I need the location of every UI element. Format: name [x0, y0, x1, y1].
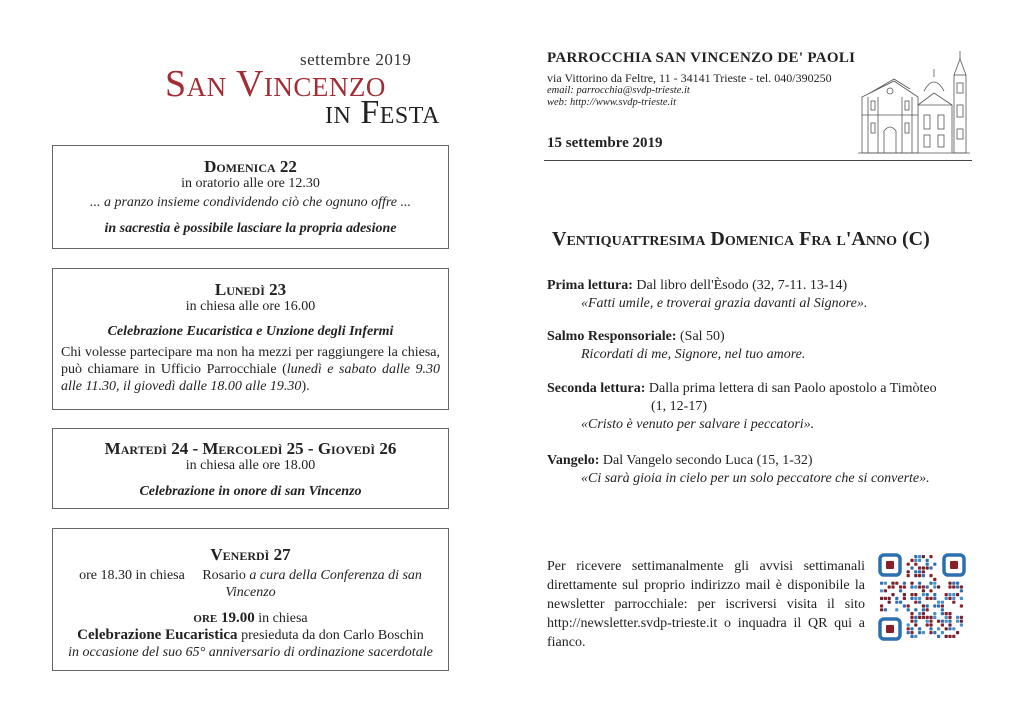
church-drawing-icon — [858, 45, 972, 157]
bulletin-date: 15 settembre 2019 — [547, 135, 663, 151]
event-rosary-by: a cura della Conferenza di san Vincenzo — [225, 568, 422, 600]
event-box-monday — [52, 268, 449, 410]
event-rosary: Rosario — [202, 568, 246, 583]
event-day: Martedì 24 - Mercoledì 25 - Giovedì 26 — [104, 439, 397, 458]
event-day: Venerdì 27 — [210, 545, 291, 564]
reading-label: Seconda lettura: — [547, 381, 646, 396]
parish-web: web: http://www.svdp-trieste.it — [547, 97, 677, 108]
event-place-time: in oratorio alle ore 12.30 — [181, 176, 320, 191]
parish-email: email: parrocchia@svdp-trieste.it — [547, 85, 690, 96]
reading-ref: (Sal 50) — [676, 329, 725, 344]
event-mass-place: in chiesa — [258, 611, 308, 626]
event-mass-line — [53, 627, 448, 644]
reading-quote: «Fatti umile, e troverai grazia davanti al Signore». — [581, 296, 868, 311]
reading-ref: Dalla prima lettera di san Paolo apostolo a Timòteo — [645, 381, 937, 396]
reading-ref: Dal Vangelo secondo Luca (15, 1-32) — [599, 453, 813, 468]
festival-title-line1: San Vincenzo — [165, 63, 386, 105]
event-box-sunday — [52, 145, 449, 249]
event-place-time: in chiesa alle ore 18.00 — [185, 458, 316, 473]
event-mass-time — [53, 610, 448, 627]
event-description: Celebrazione Eucaristica e Unzione degli Infermi — [107, 324, 394, 339]
event-note-end: ). — [301, 379, 310, 394]
event-day: Lunedì 23 — [214, 280, 287, 299]
event-place-time: in chiesa alle ore 16.00 — [185, 299, 316, 314]
parish-address: via Vittorino da Feltre, 11 - 34141 Trieste - tel. 040/390250 — [547, 71, 832, 85]
psalm — [547, 328, 975, 364]
qr-code-icon[interactable] — [878, 553, 966, 641]
event-mass: Celebrazione Eucaristica — [77, 627, 238, 643]
event-note-hours: lunedì e sabato dalle 9.30 alle 11.30, il giovedì dalle 18.00 alle 19.30 — [61, 362, 440, 394]
reading-ref: Dal libro dell'Èsodo (32, 7-11. 13-14) — [632, 278, 848, 293]
event-mass-hour: ore 19.00 — [193, 610, 255, 626]
festival-date: settembre 2019 — [300, 50, 412, 69]
event-description: Celebrazione in onore di san Vincenzo — [139, 484, 362, 499]
event-mass-by: presieduta da don Carlo Boschin — [241, 628, 424, 643]
reading-label: Vangelo: — [547, 453, 600, 468]
reading-quote: «Ci sarà gioia in cielo per un solo peccatore che si converte». — [581, 471, 930, 486]
reading-quote: «Cristo è venuto per salvare i peccatori». — [581, 417, 815, 432]
event-description: ... a pranzo insieme condividendo ciò che ognuno offre ... — [89, 195, 412, 210]
event-note-text: Chi volesse partecipare ma non ha mezzi per raggiungere la chiesa, può chiamare in Ufficio Parrocchiale ( — [61, 345, 440, 377]
reading-label: Salmo Responsoriale: — [547, 329, 677, 344]
parish-name: PARROCCHIA SAN VINCENZO DE' PAOLI — [547, 50, 856, 66]
event-box-tue-thu — [52, 428, 449, 509]
reading-quote: Ricordati di me, Signore, nel tuo amore. — [581, 347, 806, 362]
event-box-friday — [52, 528, 449, 671]
event-occasion: in occasione del suo 65° anniversario di ordinazione sacerdotale — [68, 645, 433, 660]
reading-label: Prima lettura: — [547, 278, 633, 293]
newsletter-info: Per ricevere settimanalmente gli avvisi settimanali direttamente sul proprio indirizzo mail è disponibile la newsletter parrocchiale: per iscriversi visita il sito http://newsletter.svdp-trieste.it o inquadra il QR qui a fianco. — [547, 559, 865, 650]
first-reading — [547, 277, 975, 313]
event-day: Domenica 22 — [204, 157, 297, 176]
sunday-title: Ventiquattresima Domenica Fra l'Anno (C) — [552, 228, 930, 250]
second-reading — [547, 380, 975, 434]
divider — [544, 160, 972, 161]
gospel — [547, 452, 975, 488]
event-note — [53, 344, 448, 395]
event-signup-note: in sacrestia è possibile lasciare la propria adesione — [104, 221, 397, 236]
event-rosary-line — [53, 567, 448, 601]
reading-ref-cont: (1, 12-17) — [651, 399, 707, 414]
festival-title-line2: in Festa — [325, 94, 440, 131]
event-rosary-time: ore 18.30 in chiesa — [79, 568, 185, 583]
